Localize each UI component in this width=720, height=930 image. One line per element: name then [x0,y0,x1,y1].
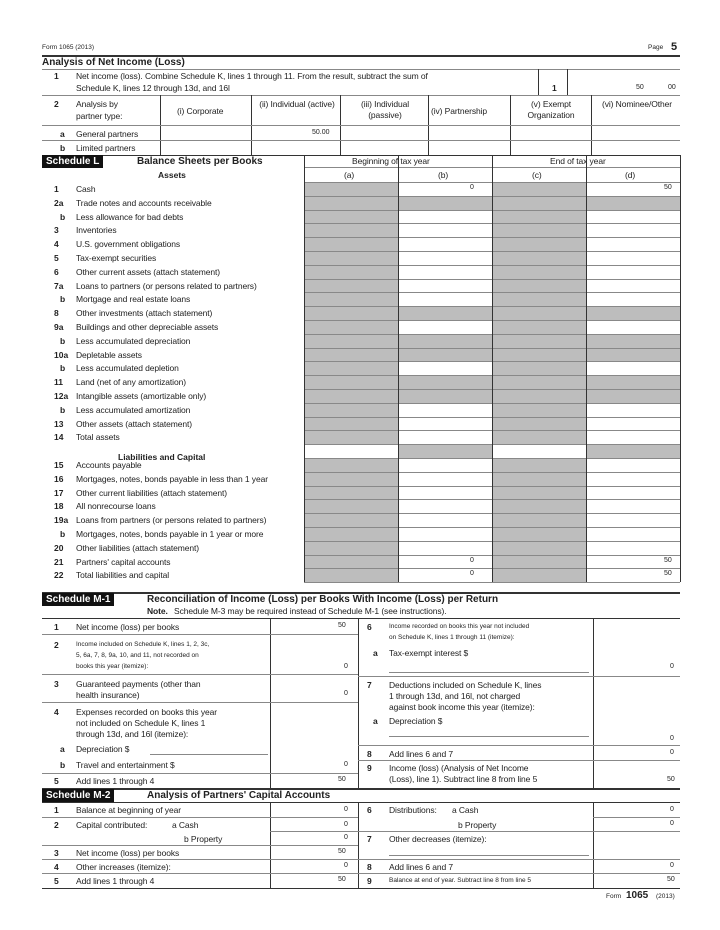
shaded-cell [305,513,398,527]
shaded-cell [493,486,586,500]
m1-line4-text: not included on Schedule K, lines 1 [76,718,206,728]
m2-line3-value: 50 [338,848,346,855]
rule [270,831,358,832]
schedule-l-row-label: Partners' capital accounts [76,556,171,567]
rule [42,773,358,774]
line-number: b [60,335,66,346]
end-of-tax-year: End of tax year [550,156,606,166]
row-letter: b [60,760,66,770]
m1-line2-text: books this year (itemize): [76,663,149,670]
m1-line9-text: Income (loss) (Analysis of Net Income [389,763,529,773]
line-number: 6 [54,266,59,277]
schedule-l-row-label: Mortgage and real estate loans [76,294,191,305]
shaded-cell [305,196,398,210]
schedule-l-row-label: Less accumulated depletion [76,363,179,374]
schedule-l-row-label: Mortgages, notes, bonds payable in less than 1 year [76,473,268,484]
shaded-cell [399,375,492,389]
m2-line8-value: 0 [670,862,674,869]
rule [358,618,359,788]
schedule-l-badge: Schedule L [42,155,103,168]
m2-line2b-value: 0 [344,834,348,841]
schedule-m1-note: Schedule M-3 may be required instead of Schedule M-1 (see instructions). [174,606,447,616]
shaded-cell [493,210,586,224]
rule [567,69,568,95]
schedule-l-row-label: Total assets [76,432,120,443]
line-number: 10a [54,349,69,360]
m2-line3-text: Net income (loss) per books [76,848,180,858]
schedule-l-row-label: Total liabilities and capital [76,570,170,581]
shaded-cell [305,403,398,417]
schedule-l-row-label: Accounts payable [76,460,142,470]
line-number: 16 [54,473,64,484]
shaded-cell [493,499,586,513]
shaded-cell [493,306,586,320]
line-number: b [60,529,66,539]
shaded-cell [493,223,586,237]
shaded-cell [587,375,680,389]
schedule-l-row-label: Less accumulated amortization [76,404,191,415]
line-number: 2 [54,640,59,650]
shaded-cell [305,279,398,293]
col-b-label: (b) [438,170,449,180]
shaded-cell [305,251,398,265]
shaded-cell [399,306,492,320]
liabilities-header: Liabilities and Capital [118,452,206,462]
shaded-cell [305,348,398,362]
shaded-cell [305,430,398,444]
shaded-cell [493,334,586,348]
m2-line8-text: Add lines 6 and 7 [389,862,453,872]
m2-line7-text: Other decreases (itemize): [389,834,487,844]
line-number: 3 [54,225,59,236]
schedule-m2-badge: Schedule M-2 [42,789,114,802]
row-letter: a [373,716,378,726]
page-number: 5 [671,41,678,53]
analysis-line1-text: Net income (loss). Combine Schedule K, lines 1 through 11. From the result, subtract the sum of [76,71,428,81]
rule [593,802,594,888]
m1-line2-value: 0 [344,663,348,670]
line-number: 4 [54,862,59,872]
rule [358,802,359,888]
rule [42,140,680,141]
line-number: 15 [54,460,64,470]
general-partners-individual-active: 50.00 [312,129,330,136]
m1-line7-text: against book income this year (itemize): [389,702,535,712]
line-number: 4 [54,239,59,250]
shaded-cell [305,555,398,569]
shaded-cell [493,320,586,334]
shaded-cell [399,196,492,210]
line-number: 17 [54,487,64,498]
m1-line4-text: Expenses recorded on books this year [76,707,217,717]
shaded-cell [493,417,586,431]
footer-form-label: Form [606,893,622,900]
line-number: 22 [54,570,64,581]
shaded-cell [587,444,680,458]
col-d-label: (d) [625,170,636,180]
m2-line4-value: 0 [344,862,348,869]
line-number: 3 [54,848,59,858]
rule [680,155,681,582]
rule [42,873,358,874]
col-exempt-organization: (v) Exempt Organization [527,99,575,120]
m1-line1-value: 50 [338,622,346,629]
shaded-cell [305,237,398,251]
m1-line3-text: health insurance) [76,690,140,700]
schedule-l-row-label: Loans from partners (or persons related to partners) [76,515,267,526]
m2-line2-text: Capital contributed: [76,820,148,830]
schedule-l-col-b-value: 0 [470,570,474,578]
shaded-cell [493,430,586,444]
rule [42,859,358,860]
shaded-cell [587,306,680,320]
schedule-l-row-label: Buildings and other depreciable assets [76,322,219,332]
rule [42,888,680,889]
schedule-l-row-label: Intangible assets (amortizable only) [76,391,207,401]
footer-form-number: 1065 [626,890,649,901]
shaded-cell [305,320,398,334]
m1-line7-value: 0 [670,735,674,742]
shaded-cell [399,334,492,348]
m2-line6a-value: 0 [670,806,674,813]
shaded-cell [305,472,398,486]
shaded-cell [587,389,680,403]
line-number: 20 [54,542,64,553]
row-letter: a [373,648,378,658]
line-number: 3 [54,679,59,689]
line-number: 19a [54,515,69,526]
shaded-cell [305,306,398,320]
shaded-cell [587,196,680,210]
line-number: 2 [54,820,59,830]
m1-line9-value: 50 [667,776,675,783]
shaded-cell [493,555,586,569]
m1-line4-text: through 13d, and 16l (itemize): [76,729,189,739]
col-individual-active: (ii) Individual (active) [259,99,335,109]
line-number: 2a [54,197,64,208]
m1-line7a-text: Depreciation $ [389,716,443,726]
line-number: 9 [367,763,372,773]
shaded-cell [305,375,398,389]
rule [389,855,589,856]
shaded-cell [305,568,398,582]
shaded-cell [305,182,398,196]
beginning-of-tax-year: Beginning of tax year [352,156,430,166]
rule [389,736,589,737]
schedule-l-title: Balance Sheets per Books [137,156,263,167]
rule [304,155,305,582]
shaded-cell [493,403,586,417]
col-nominee-other: (vi) Nominee/Other [602,99,672,109]
schedule-l-row-label: Less allowance for bad debts [76,211,184,222]
shaded-cell [493,292,586,306]
col-corporate: (i) Corporate [177,106,224,116]
schedule-l-row-label: Other liabilities (attach statement) [76,542,200,553]
schedule-l-row-label: Inventories [76,225,117,236]
schedule-l-row-label: Other current liabilities (attach statement) [76,487,228,498]
m1-line8-value: 0 [670,749,674,756]
m1-line5-value: 50 [338,776,346,783]
schedule-l-row-label: U.S. government obligations [76,239,181,250]
shaded-cell [493,251,586,265]
rule [358,859,680,860]
line-number: 7 [367,680,372,690]
shaded-cell [493,279,586,293]
limited-partners-label: Limited partners [76,143,136,153]
schedule-l-row-label: Depletable assets [76,349,142,360]
line-number: 1 [54,805,59,815]
shaded-cell [305,223,398,237]
shaded-cell [493,348,586,362]
schedule-l-col-b-value: 0 [470,556,474,564]
line-number: 9a [54,322,64,332]
rule [358,760,680,761]
shaded-cell [493,458,586,472]
shaded-cell [587,348,680,362]
shaded-cell [305,389,398,403]
shaded-cell [493,472,586,486]
shaded-cell [305,458,398,472]
shaded-cell [493,182,586,196]
schedule-l-row-label: Other investments (attach statement) [76,308,213,319]
rule [42,634,358,635]
line-number: 2 [54,99,59,109]
line-number: 12a [54,391,69,401]
rule [586,155,587,582]
rule [42,125,680,126]
line-number: 1 [54,622,59,632]
line-number: b [60,211,66,222]
m2-line2b-label: b Property [184,834,223,844]
analysis-line2-label: partner type: [76,111,123,121]
shaded-cell [399,389,492,403]
shaded-cell [305,417,398,431]
shaded-cell [399,444,492,458]
rule [42,674,358,675]
schedule-l-row-label: Less accumulated depreciation [76,335,191,346]
analysis-line1-cents: 00 [668,84,676,91]
shaded-cell [305,265,398,279]
schedule-m2-title: Analysis of Partners' Capital Accounts [147,790,331,801]
shaded-cell [305,541,398,555]
assets-header: Assets [158,170,186,180]
m2-line6b-value: 0 [670,820,674,827]
rule [358,745,680,746]
m2-line6b-label: b Property [458,820,497,830]
line-number: 7a [54,280,64,291]
schedule-l-row-label: Trade notes and accounts receivable [76,197,212,208]
shaded-cell [305,334,398,348]
m1-line6a-text: Tax-exempt interest $ [389,648,469,658]
m1-line1-text: Net income (loss) per books [76,622,180,632]
m2-line4-text: Other increases (itemize): [76,862,171,872]
line-number: 14 [54,432,64,443]
m1-line9-text: (Loss), line 1). Subtract line 8 from line 5 [389,774,538,784]
schedule-l-row-label: Mortgages, notes, bonds payable in 1 year or more [76,529,264,539]
m2-line2a-label: a Cash [172,820,199,830]
line-number: 7 [367,834,372,844]
m1-line4a-text: Depreciation $ [76,744,130,754]
line-number: 4 [54,707,59,717]
analysis-line1-text: Schedule K, lines 12 through 13d, and 16l [76,83,230,93]
shaded-cell [305,499,398,513]
shaded-cell [493,568,586,582]
schedule-m1-note-label: Note. [147,606,168,616]
rule [304,582,680,583]
analysis-line1-value: 50 [636,84,644,91]
shaded-cell [493,237,586,251]
shaded-cell [305,486,398,500]
line-number: 21 [54,556,64,567]
line-number: 1 [54,71,59,81]
schedule-l-row-label: Land (net of any amortization) [76,377,186,388]
rule [398,155,399,582]
m1-line6-value: 0 [670,663,674,670]
shaded-cell [305,210,398,224]
shaded-cell [305,361,398,375]
rule [358,873,680,874]
schedule-l-row-label: Cash [76,184,96,194]
m2-line5-text: Add lines 1 through 4 [76,876,155,886]
col-c-label: (c) [532,170,542,180]
analysis-title: Analysis of Net Income (Loss) [42,57,185,68]
line-number: 6 [367,805,372,815]
line-number: 5 [54,876,59,886]
schedule-l-row-label: Other current assets (attach statement) [76,266,220,277]
col-a-label: (a) [344,170,355,180]
m2-line2a-value: 0 [344,821,348,828]
rule [42,802,680,803]
line-number: 13 [54,418,64,429]
shaded-cell [493,527,586,541]
schedule-m1-title: Reconciliation of Income (Loss) per Books With Income (Loss) per Return [147,594,499,605]
shaded-cell [493,361,586,375]
rule [492,155,493,582]
m2-line6-text: Distributions: [389,805,437,815]
m1-line3-text: Guaranteed payments (other than [76,679,201,689]
rule [42,788,680,790]
shaded-cell [493,389,586,403]
schedule-l-col-b-value: 0 [470,184,474,191]
line-number: 5 [54,776,59,786]
shaded-cell [305,527,398,541]
m1-line8-text: Add lines 6 and 7 [389,749,453,759]
line-number: 5 [54,253,59,263]
schedule-l-col-d-value: 50 [664,556,672,564]
rule [150,754,268,755]
shaded-cell [587,334,680,348]
m1-line2-text: Income included on Schedule K, lines 1, 2, 3c, [76,641,210,648]
rule [42,69,680,70]
m2-line1-text: Balance at beginning of year [76,805,181,815]
m1-line4-value: 0 [344,761,348,768]
rule [358,831,680,832]
shaded-cell [493,265,586,279]
line-number: b [60,404,66,415]
schedule-l-col-d-value: 50 [664,184,672,191]
rule [42,845,358,846]
m2-line1-value: 0 [344,806,348,813]
m2-line5-value: 50 [338,876,346,883]
analysis-line2-label: Analysis by [76,99,118,109]
rule [42,702,358,703]
shaded-cell [305,292,398,306]
shaded-cell [493,541,586,555]
m1-line5-text: Add lines 1 through 4 [76,776,155,786]
line-number: 8 [54,308,59,319]
col-partnership: (iv) Partnership [431,106,488,116]
rule [593,817,680,818]
rule [593,618,594,788]
rule [538,69,539,95]
m1-line2-text: 5, 6a, 7, 8, 9a, 10, and 11, not recorded on [76,652,199,659]
m2-line6a-label: a Cash [452,805,479,815]
m1-line6-text: on Schedule K, lines 1 through 11 (itemize): [389,634,515,641]
rule [42,95,680,96]
schedule-m1-badge: Schedule M-1 [42,593,114,606]
form-reference: Form 1065 (2013) [42,44,95,51]
general-partners-label: General partners [76,129,139,139]
m1-line3-value: 0 [344,690,348,697]
rule [270,618,271,788]
rule [42,618,680,619]
page-label: Page [648,44,664,51]
schedule-l-row-label: Other assets (attach statement) [76,418,192,429]
line-number: b [60,294,66,305]
rule [42,817,358,818]
line-number: 1 [54,184,59,194]
rule [389,672,589,673]
schedule-l-row-label: Loans to partners (or persons related to partners) [76,280,257,291]
schedule-l-row-label: All nonrecourse loans [76,501,156,512]
shaded-cell [493,375,586,389]
line-box-number: 1 [552,83,557,93]
footer-year: (2013) [656,893,675,900]
m2-line9-value: 50 [667,876,675,883]
schedule-l-row-label: Tax-exempt securities [76,253,157,263]
rule [358,676,680,677]
row-letter: b [60,143,66,153]
m2-line9-text: Balance at end of year. Subtract line 8 from line 5 [389,877,532,884]
line-number: 8 [367,749,372,759]
line-number: 8 [367,862,372,872]
m1-line4b-text: Travel and entertainment $ [76,760,175,770]
line-number: 18 [54,501,64,512]
shaded-cell [399,348,492,362]
line-number: 6 [367,622,372,632]
m1-line7-text: 1 through 13d, and 16l, not charged [389,691,521,701]
shaded-cell [493,196,586,210]
row-letter: a [60,129,65,139]
line-number: 9 [367,876,372,886]
row-letter: a [60,744,65,754]
shaded-cell [493,513,586,527]
m1-line7-text: Deductions included on Schedule K, lines [389,680,542,690]
line-number: b [60,363,66,374]
line-number: 11 [54,377,63,388]
col-individual-passive: (iii) Individual (passive) [360,99,409,120]
schedule-l-col-d-value: 50 [664,570,672,578]
m1-line6-text: Income recorded on books this year not included [389,623,530,630]
